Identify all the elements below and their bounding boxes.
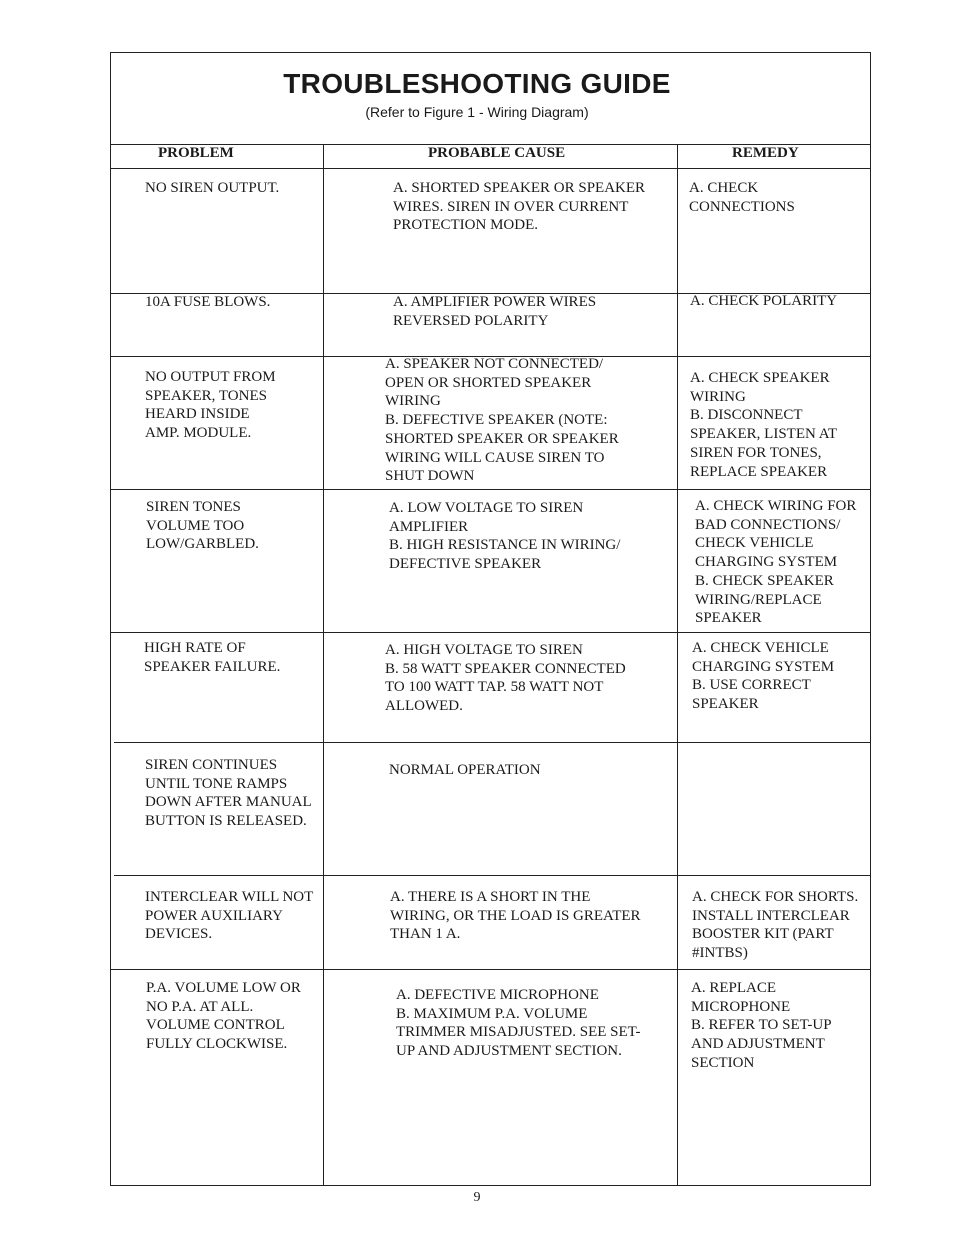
table-rule (114, 742, 871, 743)
column-divider (677, 144, 678, 1186)
remedy-cell: A. CHECK POLARITY (690, 293, 838, 309)
remedy-cell: A. REPLACE MICROPHONE B. REFER TO SET-UP AND ADJUSTMENT SECTION (691, 980, 832, 1071)
problem-cell: HIGH RATE OF SPEAKER FAILURE. (144, 640, 281, 675)
remedy-cell: A. CHECK CONNECTIONS (689, 180, 795, 215)
remedy-cell: A. CHECK FOR SHORTS. INSTALL INTERCLEAR BOOSTER KIT (PART #INTBS) (692, 889, 859, 962)
problem-cell: INTERCLEAR WILL NOT POWER AUXILIARY DEVICES. (145, 889, 314, 943)
header-probable-cause: PROBABLE CAUSE (428, 145, 566, 161)
problem-cell: NO SIREN OUTPUT. (145, 180, 280, 196)
problem-cell: SIREN TONES VOLUME TOO LOW/GARBLED. (146, 499, 259, 553)
remedy-cell: A. CHECK WIRING FOR BAD CONNECTIONS/ CHECK VEHICLE CHARGING SYSTEM B. CHECK SPEAKER WIRING/REPLACE SPEAKER (695, 498, 857, 627)
header-problem: PROBLEM (158, 145, 234, 161)
remedy-cell: A. CHECK SPEAKER WIRING B. DISCONNECT SPEAKER, LISTEN AT SIREN FOR TONES, REPLACE SPEAKER (690, 370, 838, 480)
table-rule (114, 875, 871, 876)
cause-cell: A. SPEAKER NOT CONNECTED/ OPEN OR SHORTED SPEAKER WIRING B. DEFECTIVE SPEAKER (NOTE: SHORTED SPEAKER OR SPEAKER WIRING WILL CAUSE SIREN TO SHUT DOWN (385, 356, 619, 485)
table-rule (110, 168, 871, 169)
page-title: TROUBLESHOOTING GUIDE (283, 68, 671, 99)
cause-cell: A. SHORTED SPEAKER OR SPEAKER WIRES. SIREN IN OVER CURRENT PROTECTION MODE. (393, 180, 646, 234)
table-rule (110, 632, 871, 633)
problem-cell: SIREN CONTINUES UNTIL TONE RAMPS DOWN AFTER MANUAL BUTTON IS RELEASED. (145, 757, 312, 830)
table-rule (110, 489, 871, 490)
page-subtitle: (Refer to Figure 1 - Wiring Diagram) (365, 104, 589, 120)
header-remedy: REMEDY (732, 145, 799, 161)
problem-cell: 10A FUSE BLOWS. (145, 294, 271, 310)
problem-cell: P.A. VOLUME LOW OR NO P.A. AT ALL. VOLUME CONTROL FULLY CLOCKWISE. (146, 980, 301, 1053)
remedy-cell: A. CHECK VEHICLE CHARGING SYSTEM B. USE CORRECT SPEAKER (692, 640, 835, 713)
table-rule (110, 969, 871, 970)
problem-cell: NO OUTPUT FROM SPEAKER, TONES HEARD INSIDE AMP. MODULE. (145, 369, 276, 442)
cause-cell: A. DEFECTIVE MICROPHONE B. MAXIMUM P.A. VOLUME TRIMMER MISADJUSTED. SEE SET- UP AND ADJUSTMENT SECTION. (396, 987, 641, 1060)
cause-cell: A. AMPLIFIER POWER WIRES REVERSED POLARITY (393, 294, 597, 329)
cause-cell: A. THERE IS A SHORT IN THE WIRING, OR THE LOAD IS GREATER THAN 1 A. (390, 889, 641, 943)
cause-cell: A. LOW VOLTAGE TO SIREN AMPLIFIER B. HIGH RESISTANCE IN WIRING/ DEFECTIVE SPEAKER (389, 500, 621, 573)
cause-cell: NORMAL OPERATION (389, 762, 541, 778)
page-number: 9 (473, 1190, 481, 1205)
cause-cell: A. HIGH VOLTAGE TO SIREN B. 58 WATT SPEAKER CONNECTED TO 100 WATT TAP. 58 WATT NOT ALLOWED. (385, 642, 626, 715)
